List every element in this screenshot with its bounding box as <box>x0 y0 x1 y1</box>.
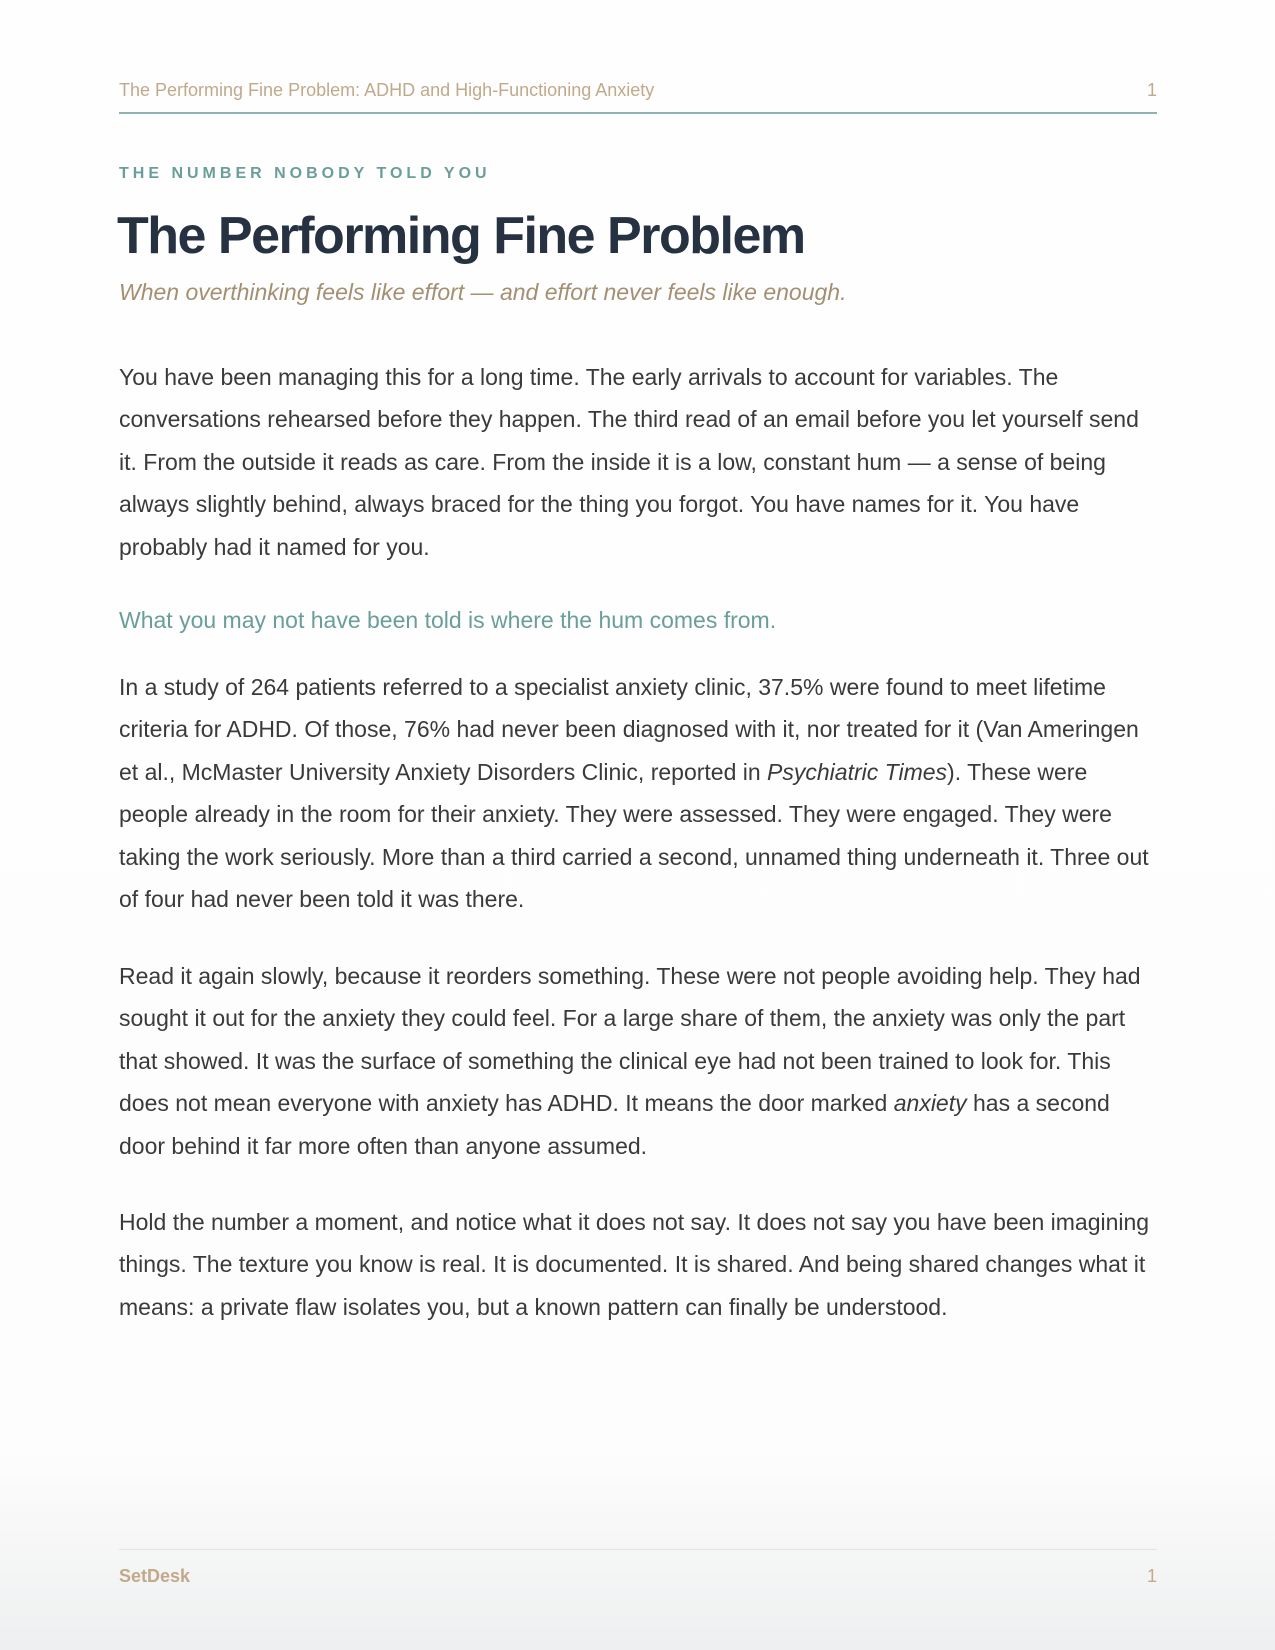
paragraph-3-text-a: Read it again slowly, because it reorders something. These were not people avoiding help. They had sought it out for the anxiety they could feel. For a large share of them, the anxiety was only the part that showed. It was the surface of something the clinical eye had not been trained to look for. This does not mean everyone with anxiety has ADHD. It means the door marked <box>119 963 1141 1117</box>
pull-line: What you may not have been told is where the hum comes from. <box>119 607 777 633</box>
section-eyebrow: THE NUMBER NOBODY TOLD YOU <box>119 165 491 182</box>
running-header <box>119 78 1157 114</box>
body-paragraph-1: You have been managing this for a long time. The early arrivals to account for variables. The conversations rehearsed before they happen. The third read of an email before you let yourself send it. From the outside it reads as care. From the inside it is a low, constant hum — a sense of being always slightly behind, always braced for the thing you forgot. You have names for it. You have probably had it named for you. <box>119 364 1139 560</box>
footer-brand: SetDesk <box>119 1566 191 1586</box>
running-header-page-number: 1 <box>1146 80 1157 100</box>
body-paragraph-2 <box>119 666 1159 920</box>
body-paragraph-4: Hold the number a moment, and notice what it does not say. It does not say you have been imagining things. The texture you know is real. It is documented. It is shared. And being shared changes what it means: a private flaw isolates you, but a known pattern can finally be understood. <box>119 1209 1150 1320</box>
page-subtitle: When overthinking feels like effort — and effort never feels like enough. <box>119 279 847 305</box>
running-header-title: The Performing Fine Problem: ADHD and High-Functioning Anxiety <box>119 80 655 100</box>
paragraph-2-text-a: In a study of 264 patients referred to a specialist anxiety clinic, 37.5% were found to meet lifetime criteria for ADHD. Of those, 76% had never been diagnosed with it, nor treated for it (Van Ameringen et al., McMaster University Anxiety Disorders Clinic, reported in <box>119 674 1139 785</box>
paragraph-3-emphasis-italic: anxiety <box>893 1090 967 1117</box>
paragraph-2-text-b: ). These were people already in the room for their anxiety. They were assessed. They were engaged. They were taking the work seriously. More than a third carried a second, unnamed thing underneath it. Three out of four had never been told it was there. <box>119 758 1149 913</box>
paragraph-3-text-b: has a second door behind it far more often than anyone assumed. <box>119 1090 1110 1159</box>
paragraph-2-citation-italic: Psychiatric Times <box>767 758 948 785</box>
running-footer <box>119 1549 1157 1589</box>
page-title: The Performing Fine Problem <box>117 207 805 265</box>
footer-page-number: 1 <box>1146 1566 1157 1586</box>
body-paragraph-3 <box>119 955 1159 1167</box>
